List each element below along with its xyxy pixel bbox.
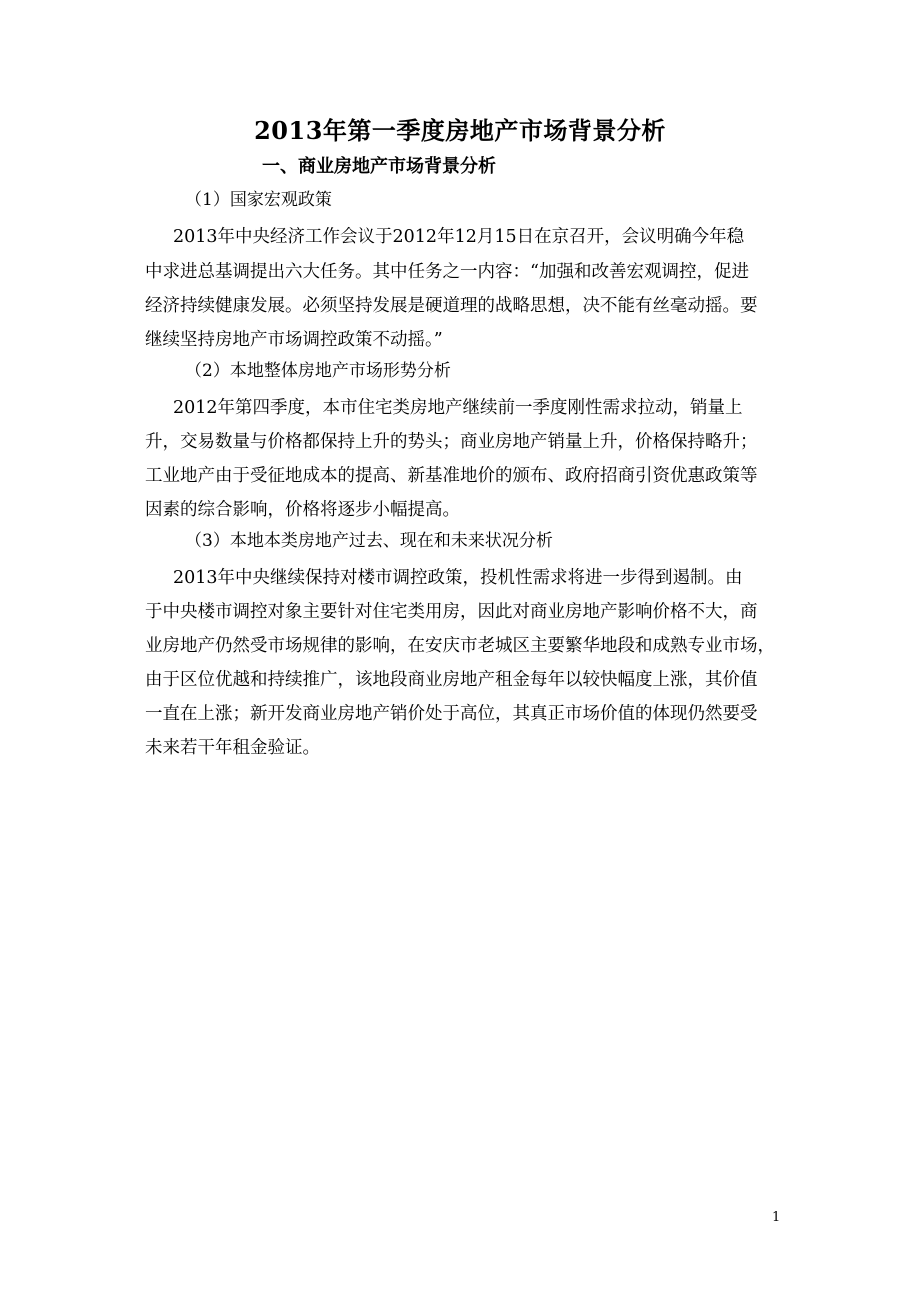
paragraph-line: 未来若干年租金验证。 (145, 738, 320, 758)
page-number: 1 (772, 1210, 781, 1225)
paragraph-line: 业房地产仍然受市场规律的影响，在安庆市老城区主要繁华地段和成熟专业市场， (145, 636, 775, 656)
paragraph-line: 由于区位优越和持续推广，该地段商业房地产租金每年以较快幅度上涨，其价值 (145, 670, 758, 690)
paragraph-line: 2013年中央经济工作会议于2012年12月15日在京召开，会议明确今年稳 (173, 227, 745, 247)
section-heading: 一、商业房地产市场背景分析 (262, 156, 496, 177)
subsection-heading-national-policy: （1）国家宏观政策 (185, 190, 332, 210)
paragraph-line: 于中央楼市调控对象主要针对住宅类用房，因此对商业房地产影响价格不大，商 (145, 602, 758, 622)
document-title: 2013年第一季度房地产市场背景分析 (254, 116, 666, 145)
paragraph-line: 一直在上涨；新开发商业房地产销价处于高位，其真正市场价值的体现仍然要受 (145, 704, 758, 724)
paragraph-line: 继续坚持房地产市场调控政策不动摇。” (145, 330, 443, 350)
paragraph-line: 因素的综合影响，价格将逐步小幅提高。 (145, 500, 460, 520)
paragraph-line: 中求进总基调提出六大任务。其中任务之一内容：“加强和改善宏观调控，促进 (145, 262, 749, 282)
paragraph-line: 升，交易数量与价格都保持上升的势头；商业房地产销量上升，价格保持略升； (145, 432, 758, 452)
paragraph-line: 2013年中央继续保持对楼市调控政策，投机性需求将进一步得到遏制。由 (173, 568, 743, 588)
subsection-heading-local-market: （2）本地整体房地产市场形势分析 (185, 361, 451, 381)
subsection-heading-local-type: （3）本地本类房地产过去、现在和未来状况分析 (185, 531, 553, 551)
paragraph-line: 工业地产由于受征地成本的提高、新基准地价的颁布、政府招商引资优惠政策等 (145, 466, 758, 486)
paragraph-line: 经济持续健康发展。必须坚持发展是硬道理的战略思想，决不能有丝毫动摇。要 (145, 296, 758, 316)
paragraph-line: 2012年第四季度，本市住宅类房地产继续前一季度刚性需求拉动，销量上 (173, 398, 743, 418)
